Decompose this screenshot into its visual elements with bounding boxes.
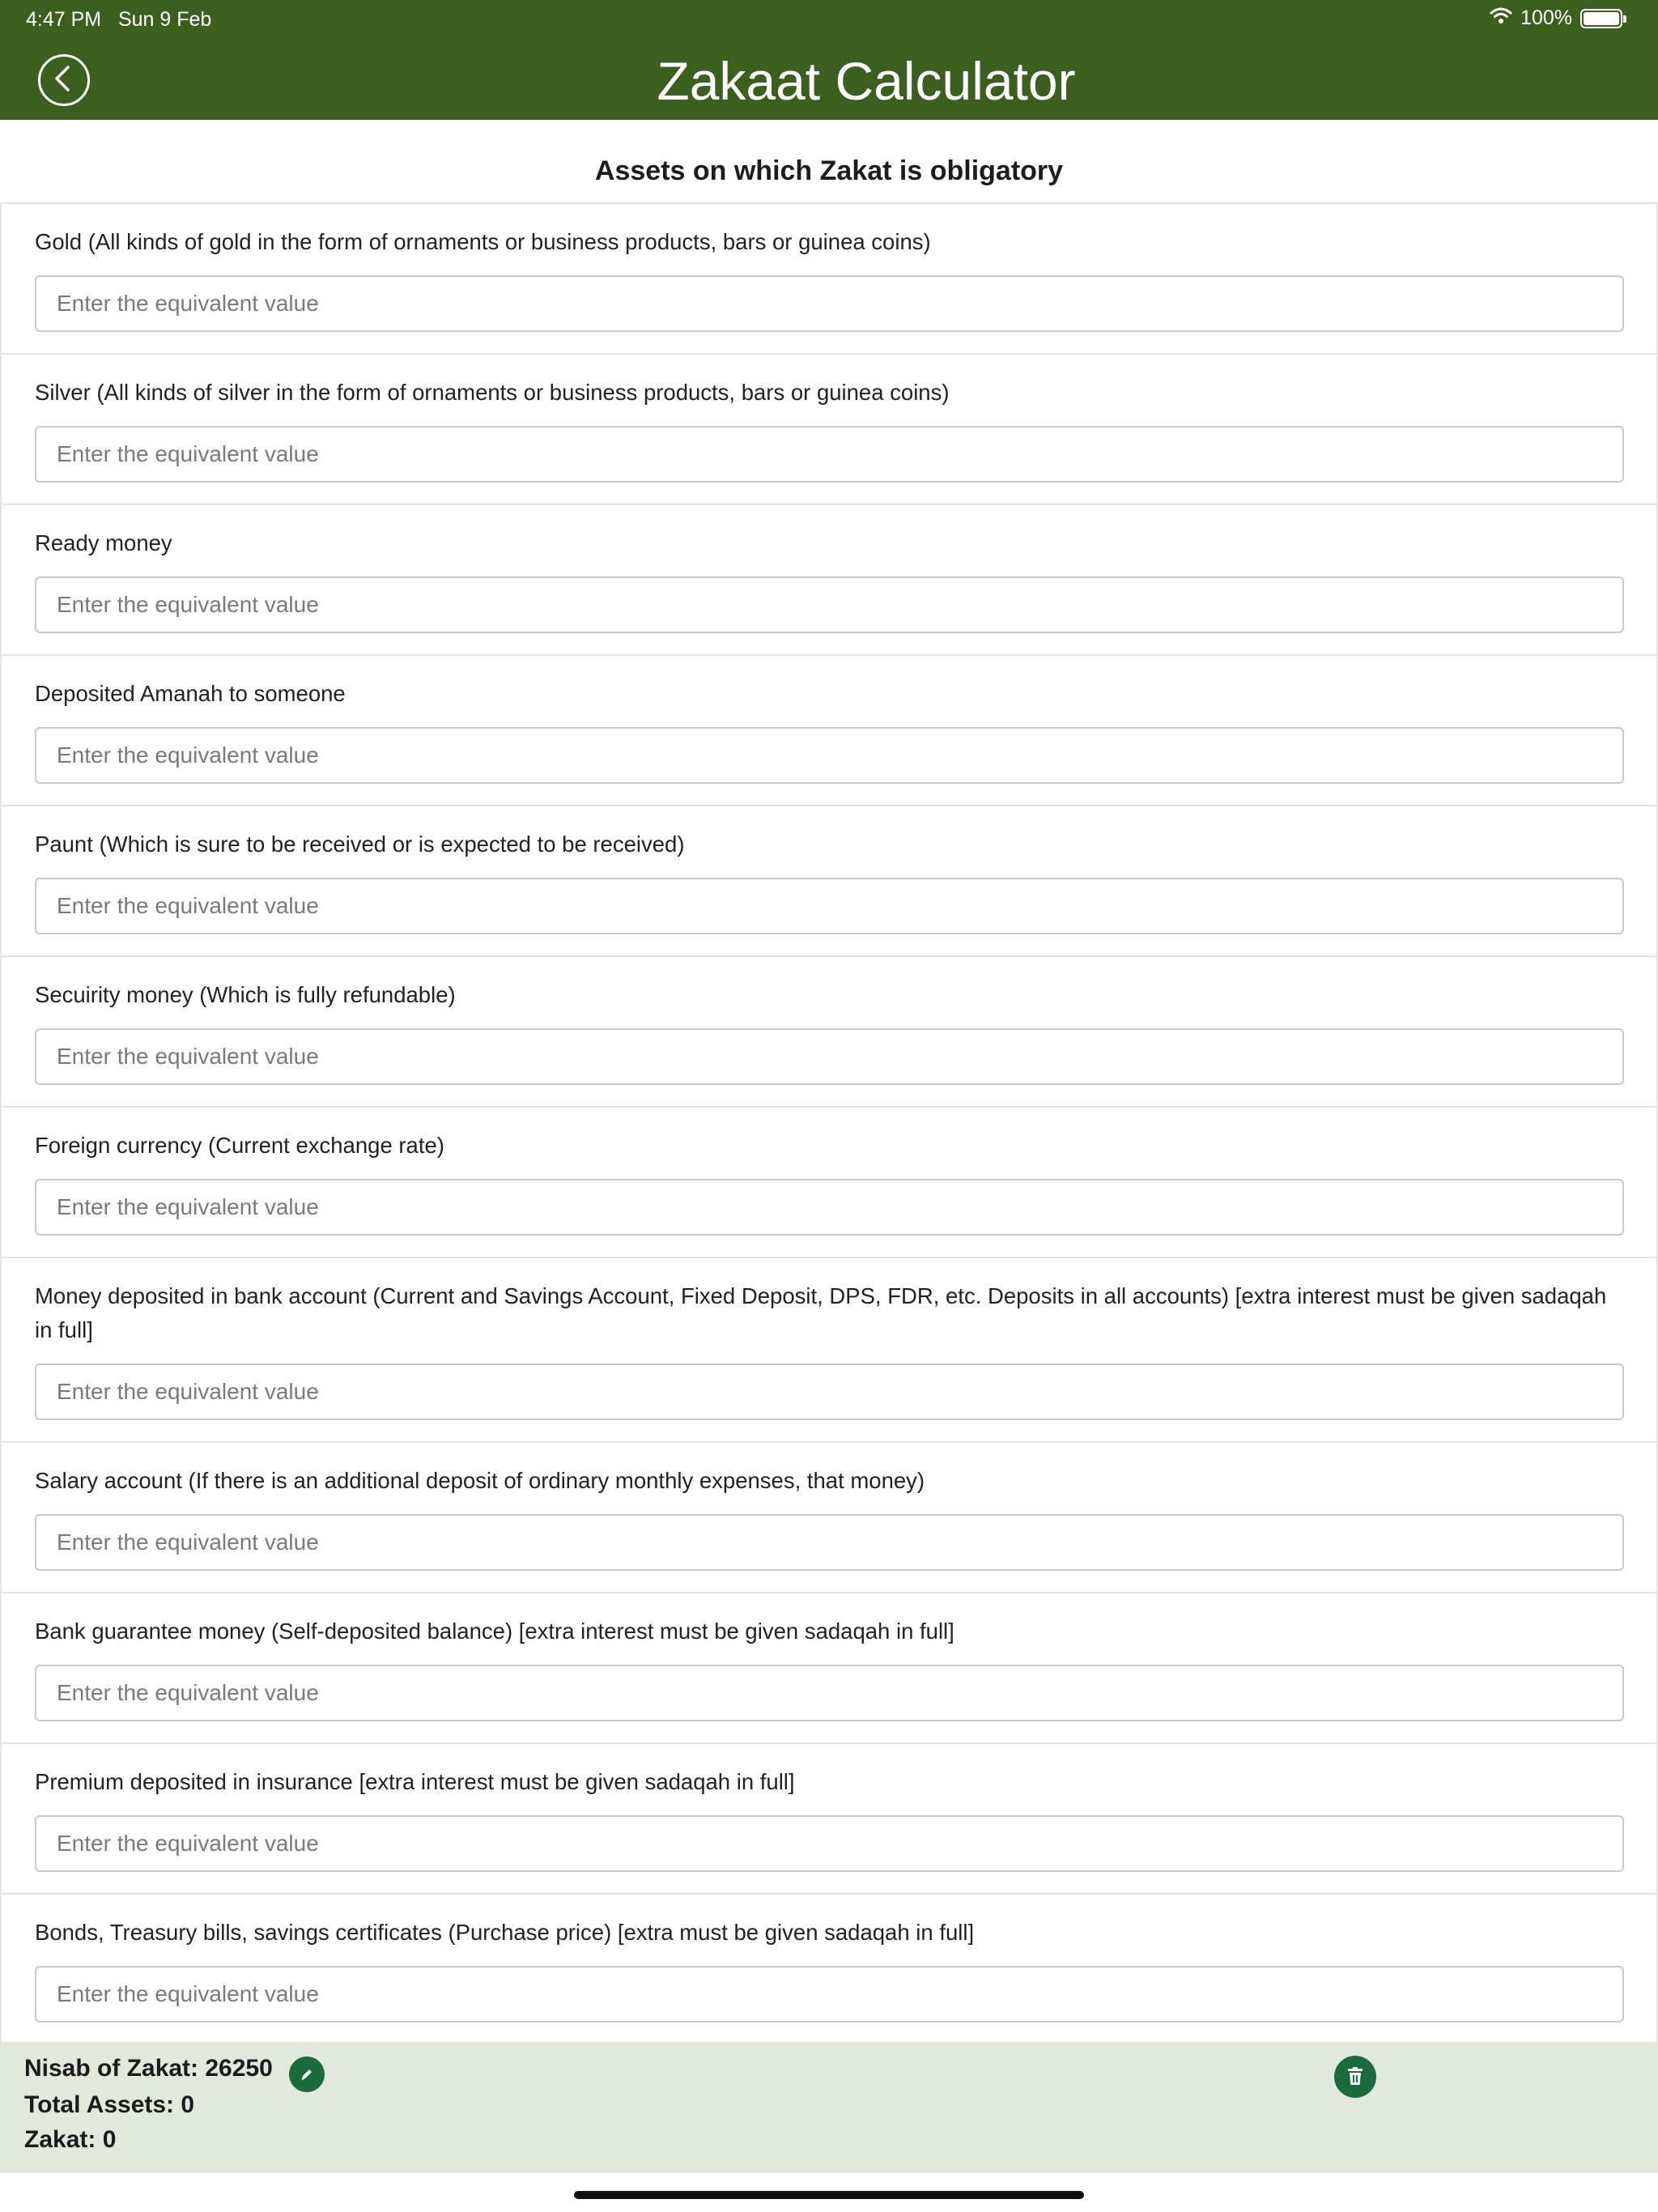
asset-field-ready-money	[0, 505, 1658, 656]
section-title: Assets on which Zakat is obligatory	[594, 155, 1064, 186]
field-label: Bank guarantee money (Self-deposited balance) [extra interest must be given sadaqah in full]	[35, 1619, 954, 1644]
field-label: Premium deposited in insurance [extra interest must be given sadaqah in full]	[35, 1769, 795, 1794]
asset-field-foreign-currency	[0, 1108, 1658, 1258]
asset-field-bonds	[0, 1895, 1658, 2042]
wifi-icon	[1490, 6, 1512, 30]
nisab-text: Nisab of Zakat: 26250	[24, 2055, 273, 2082]
total-assets-text: Total Assets: 0	[24, 2091, 195, 2118]
insurance-premium-value-input[interactable]	[35, 1815, 1624, 1872]
field-label: Money deposited in bank account (Current and Savings Account, Fixed Deposit, DPS, FDR, etc. Deposits in all accounts) [extra interest must be given sadaqah in full]	[35, 1283, 1607, 1342]
gold-value-input[interactable]	[35, 275, 1624, 332]
field-label: Ready money	[35, 530, 172, 555]
paunt-value-input[interactable]	[35, 878, 1624, 934]
salary-account-value-input[interactable]	[35, 1514, 1624, 1571]
asset-field-security-money	[0, 957, 1658, 1108]
zakat-amount-text: Zakat: 0	[24, 2126, 117, 2153]
trash-icon[interactable]	[1334, 2056, 1376, 2098]
field-label: Paunt (Which is sure to be received or is expected to be received)	[35, 832, 685, 857]
asset-field-gold	[0, 204, 1658, 355]
bank-guarantee-value-input[interactable]	[35, 1665, 1624, 1721]
foreign-currency-value-input[interactable]	[35, 1179, 1624, 1236]
asset-form-list[interactable]	[0, 202, 1658, 2042]
home-indicator[interactable]	[574, 2191, 1084, 2199]
status-indicators	[1490, 6, 1622, 30]
pencil-icon[interactable]	[289, 2057, 325, 2092]
status-date: Sun 9 Feb	[117, 8, 212, 31]
field-label: Secuirity money (Which is fully refundable)	[35, 982, 456, 1007]
asset-field-bank-deposit	[0, 1258, 1658, 1443]
asset-field-amanah	[0, 656, 1658, 806]
asset-field-paunt	[0, 806, 1658, 957]
field-label: Gold (All kinds of gold in the form of ornaments or business products, bars or guinea coins)	[35, 229, 931, 254]
asset-field-insurance-premium	[0, 1744, 1658, 1895]
field-label: Deposited Amanah to someone	[35, 681, 346, 706]
security-money-value-input[interactable]	[35, 1028, 1624, 1085]
ready-money-value-input[interactable]	[35, 576, 1624, 633]
battery-percent: 100%	[1520, 6, 1572, 29]
bank-deposit-value-input[interactable]	[35, 1363, 1624, 1420]
status-time	[26, 8, 211, 32]
asset-field-bank-guarantee	[0, 1593, 1658, 1744]
status-clock: 4:47 PM	[26, 8, 102, 31]
zakat-summary-footer	[0, 2042, 1658, 2173]
amanah-value-input[interactable]	[35, 727, 1624, 784]
asset-field-salary-account	[0, 1443, 1658, 1593]
field-label: Silver (All kinds of silver in the form of ornaments or business products, bars or guinea coins)	[35, 380, 950, 405]
page-title: Zakaat Calculator	[657, 51, 1076, 111]
bonds-value-input[interactable]	[35, 1966, 1624, 2023]
app-header	[0, 0, 1658, 120]
battery-icon	[1580, 9, 1622, 28]
field-label: Foreign currency (Current exchange rate)	[35, 1133, 444, 1158]
silver-value-input[interactable]	[35, 426, 1624, 483]
field-label: Salary account (If there is an additional deposit of ordinary monthly expenses, that money)	[35, 1468, 925, 1493]
status-bar	[0, 0, 1658, 37]
field-label: Bonds, Treasury bills, savings certificates (Purchase price) [extra must be given sadaqah in full]	[35, 1920, 975, 1945]
asset-field-silver	[0, 355, 1658, 505]
